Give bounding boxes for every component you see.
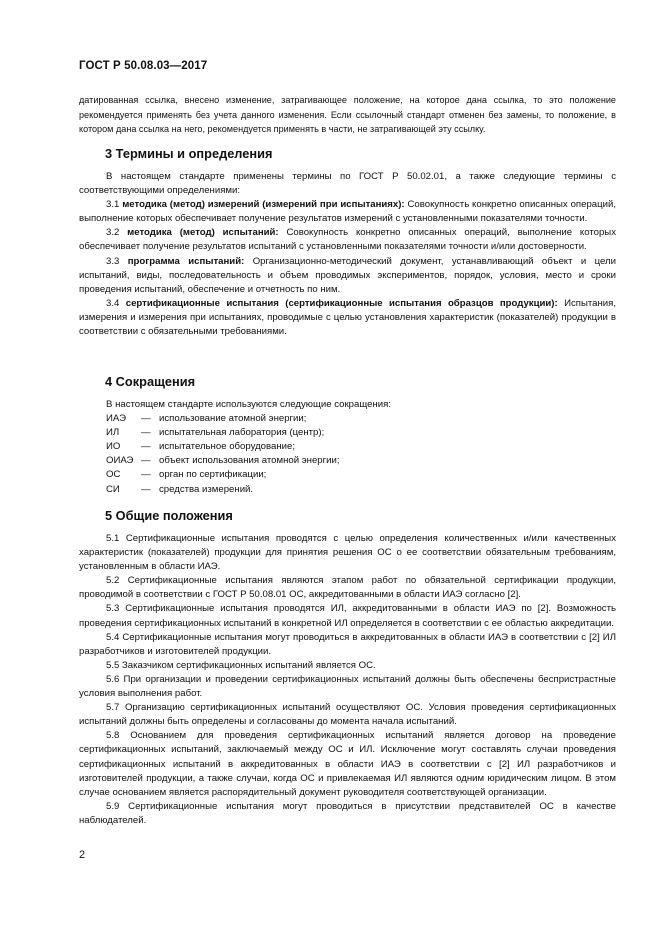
- provision-paragraph: 5.2 Сертификационные испытания являются этапом работ по обязательной сертификации продукции, проводимой в соответствии с ГОСТ Р 50.08.01 ОС, аккредитованными в области ИАЭ согласно [2].: [79, 575, 616, 601]
- term-name: сертификационные испытания (сертификационные испытания образцов продукции):: [125, 297, 558, 309]
- abbreviation-code: ИАЭ: [106, 413, 126, 425]
- abbreviation-meaning: испытательная лаборатория (центр);: [159, 427, 325, 439]
- abbreviation-item: [79, 483, 616, 497]
- provision-paragraph: 5.7 Организацию сертификационных испытаний осуществляют ОС. Условия проведения сертификационных испытаний должны быть определены и согласованы до момента начала испытаний.: [79, 702, 616, 728]
- provision-paragraph: 5.5 Заказчиком сертификационных испытаний является ОС.: [106, 659, 376, 671]
- term-number: 3.4: [106, 297, 120, 309]
- abbreviation-dash: —: [141, 469, 151, 481]
- term-item: [79, 198, 616, 226]
- term-item: [79, 297, 616, 339]
- term-definition: Совокупность конкретно описанных операций, выполнение которых обеспечивает получение результатов испытаний с установленными показателями точности и/или достоверности.: [79, 227, 616, 253]
- abbreviation-dash: —: [141, 455, 151, 467]
- section-lead: В настоящем стандарте применены термины по ГОСТ Р 50.02.01, а также следующие термины с соответствующими определениями:: [79, 171, 616, 197]
- term-name: методика (метод) измерений (измерений при испытаниях):: [122, 199, 405, 211]
- abbreviation-item: [79, 454, 616, 468]
- provision-paragraph: 5.9 Сертификационные испытания могут проводиться в присутствии представителей ОС в качестве наблюдателей.: [79, 800, 616, 826]
- term-item: [79, 226, 616, 254]
- abbreviation-meaning: орган по сертификации;: [159, 469, 267, 481]
- abbreviation-code: ИО: [106, 441, 121, 453]
- abbreviation-meaning: испытательное оборудование;: [159, 441, 295, 453]
- section-abbreviations: [79, 374, 616, 497]
- section-terms: [79, 146, 616, 339]
- term-definition: Испытания, измерения и измерения при испытаниях, проводимые с целью установления характеристик (показателей) продукции в соответствии с обязательными требованиями.: [79, 297, 616, 338]
- intro-paragraph: датированная ссылка, внесено изменение, затрагивающее положение, на которое дана ссылка, то это положение рекомендуется применять без учета данного изменения. Если ссылочный стандарт отменен без замены, то положение, в котором дана ссылка на него, рекомендуется применять в части, не затрагивающей эту ссылку.: [79, 95, 616, 135]
- term-number: 3.1: [106, 199, 120, 211]
- intro-block: [79, 93, 616, 137]
- document-id: ГОСТ Р 50.08.03—2017: [79, 60, 208, 72]
- abbreviation-meaning: использование атомной энергии;: [159, 413, 307, 425]
- term-name: программа испытаний:: [127, 255, 245, 267]
- abbreviation-code: ИЛ: [106, 427, 120, 439]
- term-number: 3.2: [106, 227, 120, 239]
- term-number: 3.3: [106, 255, 120, 267]
- provision-paragraph: 5.1 Сертификационные испытания проводятся с целью определения количественных и/или качественных характеристик (показателей) продукции для принятия решения ОС о ее соответствии обязательным требованиям, установленным в области ИАЭ.: [79, 533, 616, 573]
- section-title: 4 Сокращения: [105, 374, 196, 389]
- abbreviation-code: СИ: [106, 483, 120, 495]
- section-lead: В настоящем стандарте используются следующие сокращения:: [106, 399, 391, 410]
- section-general-provisions: [79, 508, 616, 828]
- abbreviation-dash: —: [141, 441, 151, 453]
- term-definition: Совокупность конкретно описанных операций, выполнение которых обеспечивает получение результатов измерений с установленными показателями точности.: [79, 199, 616, 225]
- section-title: 5 Общие положения: [105, 508, 233, 523]
- abbreviation-meaning: объект использования атомной энергии;: [159, 455, 340, 467]
- section-title: 3 Термины и определения: [105, 146, 273, 161]
- abbreviation-meaning: средства измерений.: [159, 483, 254, 495]
- page-number: 2: [79, 849, 86, 861]
- provision-paragraph: 5.8 Основанием для проведения сертификационных испытаний является договор на проведение сертификационных испытаний, заключаемый между ОС и ИЛ. Исключение могут составлять случаи проведения сертификационных испытаний в аккредитованных в области ИАЭ в соответствии с [2] ИЛ разработчиков и изготовителей продукции, а также случаи, когда ОС и привлекаемая ИЛ являются одним юридическим лицом. В этом случае основанием является распорядительный документ руководителя соответствующей организации.: [79, 730, 616, 798]
- abbreviation-list: [79, 412, 616, 497]
- abbreviation-item: [79, 412, 616, 426]
- term-item: [79, 255, 616, 297]
- term-name: методика (метод) испытаний:: [127, 227, 279, 239]
- provision-paragraph: 5.3 Сертификационные испытания проводятся ИЛ, аккредитованными в области ИАЭ по [2]. Возможность проведения сертификационных испытаний в конкретной ИЛ определяется в соответствии с ее областью аккредитации.: [79, 603, 616, 629]
- term-definition: Организационно-методический документ, устанавливающий объект и цели испытаний, виды, последовательность и объем проводимых экспериментов, порядок, условия, место и сроки проведения испытаний, обеспечение и отчетность по ним.: [79, 255, 616, 295]
- abbreviation-dash: —: [141, 483, 151, 495]
- abbreviation-item: [79, 426, 616, 440]
- provision-paragraph: 5.6 При организации и проведении сертификационных испытаний должны быть обеспечены беспристрастные условия выполнения работ.: [79, 673, 616, 700]
- abbreviation-code: ОС: [106, 469, 121, 481]
- abbreviation-item: [79, 440, 616, 454]
- abbreviation-code: ОИАЭ: [106, 455, 134, 467]
- provision-paragraph: 5.4 Сертификационные испытания могут проводиться в аккредитованных в области ИАЭ в соответствии с [2] ИЛ разработчиков и изготовителей продукции.: [79, 631, 616, 657]
- abbreviation-item: [79, 468, 616, 482]
- abbreviation-dash: —: [141, 427, 151, 439]
- abbreviation-dash: —: [141, 413, 151, 425]
